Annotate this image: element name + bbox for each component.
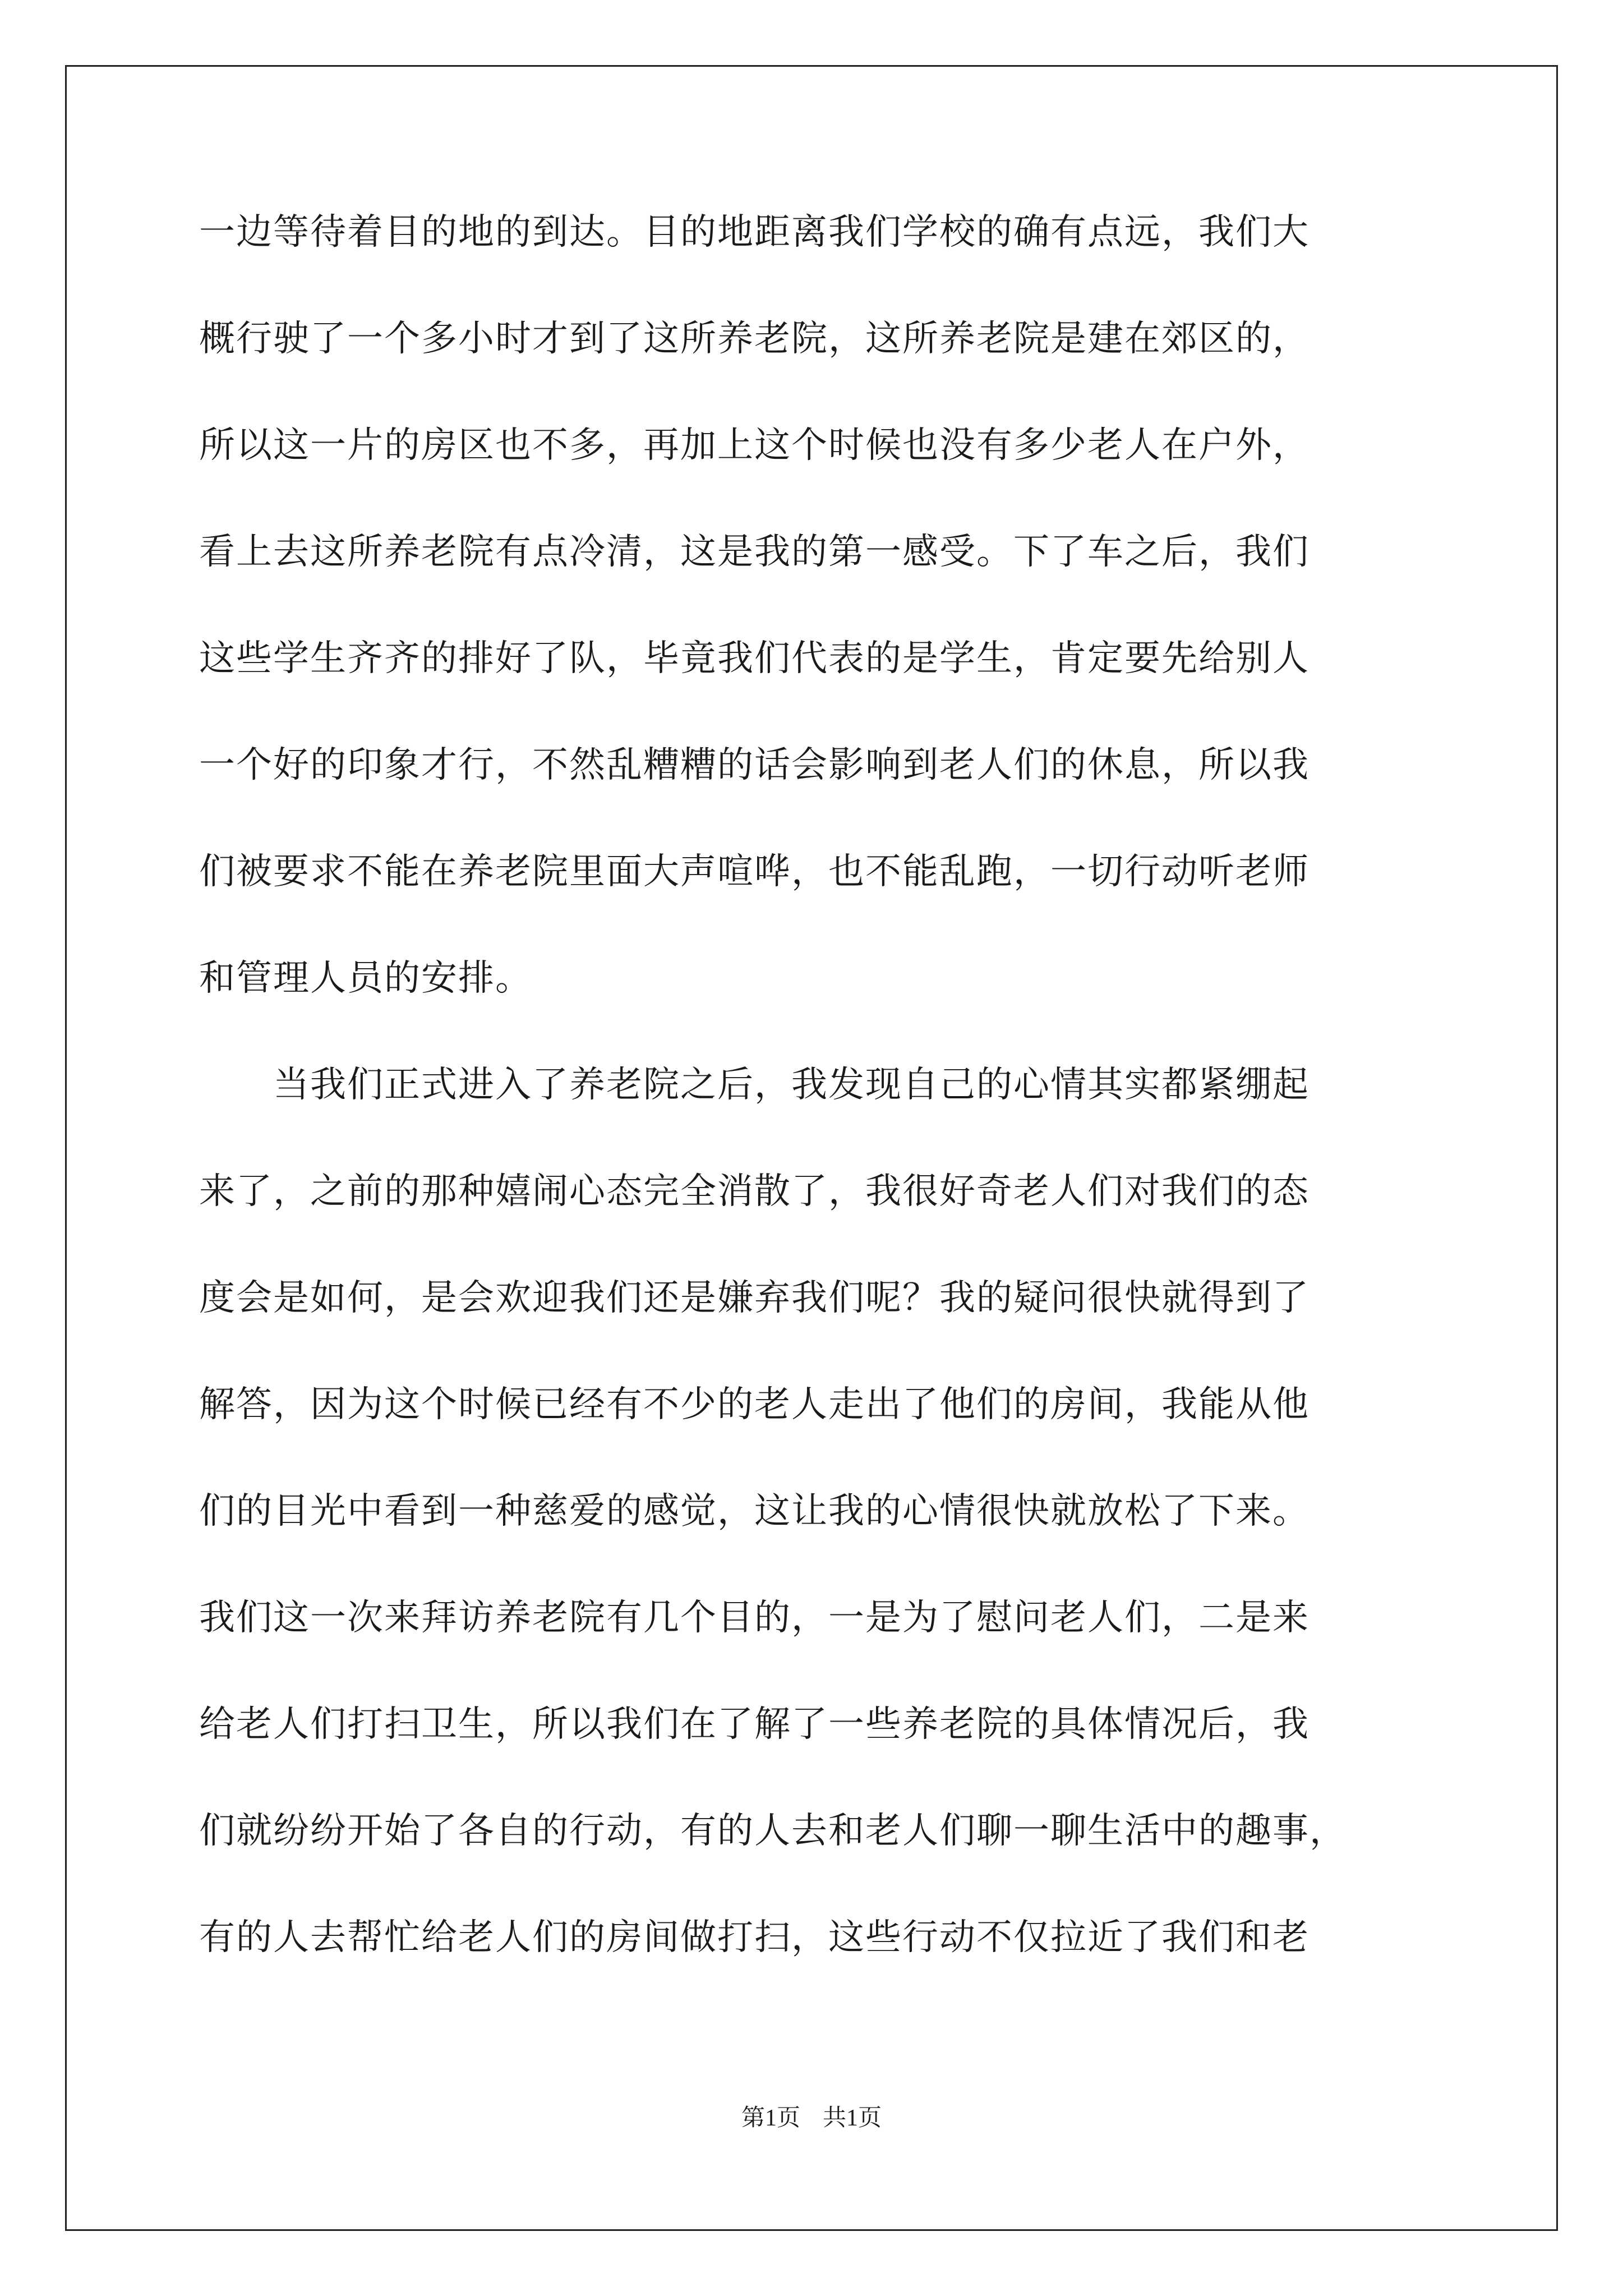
- page-number-total: 共1页: [823, 2105, 882, 2131]
- document-body: [199, 211, 1433, 2026]
- page-footer: [0, 2105, 1623, 2132]
- text-line: 解答，因为这个时候已经有不少的老人走出了他们的房间，我能从他: [199, 1384, 1310, 1425]
- text-line: 们就纷纷开始了各自的行动，有的人去和老人们聊一聊生活中的趣事，: [199, 1810, 1347, 1852]
- page-number-current: 第1页: [741, 2105, 800, 2131]
- text-line: 看上去这所养老院有点冷清，这是我的第一感受。下了车之后，我们: [199, 531, 1310, 573]
- text-line: 概行驶了一个多小时才到了这所养老院，这所养老院是建在郊区的，: [199, 318, 1310, 360]
- text-line: 给老人们打扫卫生，所以我们在了解了一些养老院的具体情况后，我: [199, 1704, 1310, 1745]
- text-line: 所以这一片的房区也不多，再加上这个时候也没有多少老人在户外，: [199, 425, 1310, 466]
- text-line: 这些学生齐齐的排好了队，毕竟我们代表的是学生，肯定要先给别人: [199, 638, 1310, 679]
- text-line: 当我们正式进入了养老院之后，我发现自己的心情其实都紧绷起: [199, 1064, 1310, 1106]
- text-line: 一个好的印象才行，不然乱糟糟的话会影响到老人们的休息，所以我: [199, 744, 1310, 786]
- text-line: 们的目光中看到一种慈爱的感觉，这让我的心情很快就放松了下来。: [199, 1490, 1310, 1532]
- text-line: 有的人去帮忙给老人们的房间做打扫，这些行动不仅拉近了我们和老: [199, 1917, 1310, 1958]
- text-line: 和管理人员的安排。: [199, 958, 532, 999]
- text-line: 度会是如何，是会欢迎我们还是嫌弃我们呢？我的疑问很快就得到了: [199, 1277, 1310, 1319]
- text-line: 我们这一次来拜访养老院有几个目的，一是为了慰问老人们，二是来: [199, 1597, 1310, 1639]
- text-line: 来了，之前的那种嬉闹心态完全消散了，我很好奇老人们对我们的态: [199, 1171, 1310, 1212]
- text-line: 一边等待着目的地的到达。目的地距离我们学校的确有点远，我们大: [199, 211, 1310, 253]
- text-line: 们被要求不能在养老院里面大声喧哗，也不能乱跑，一切行动听老师: [199, 851, 1310, 892]
